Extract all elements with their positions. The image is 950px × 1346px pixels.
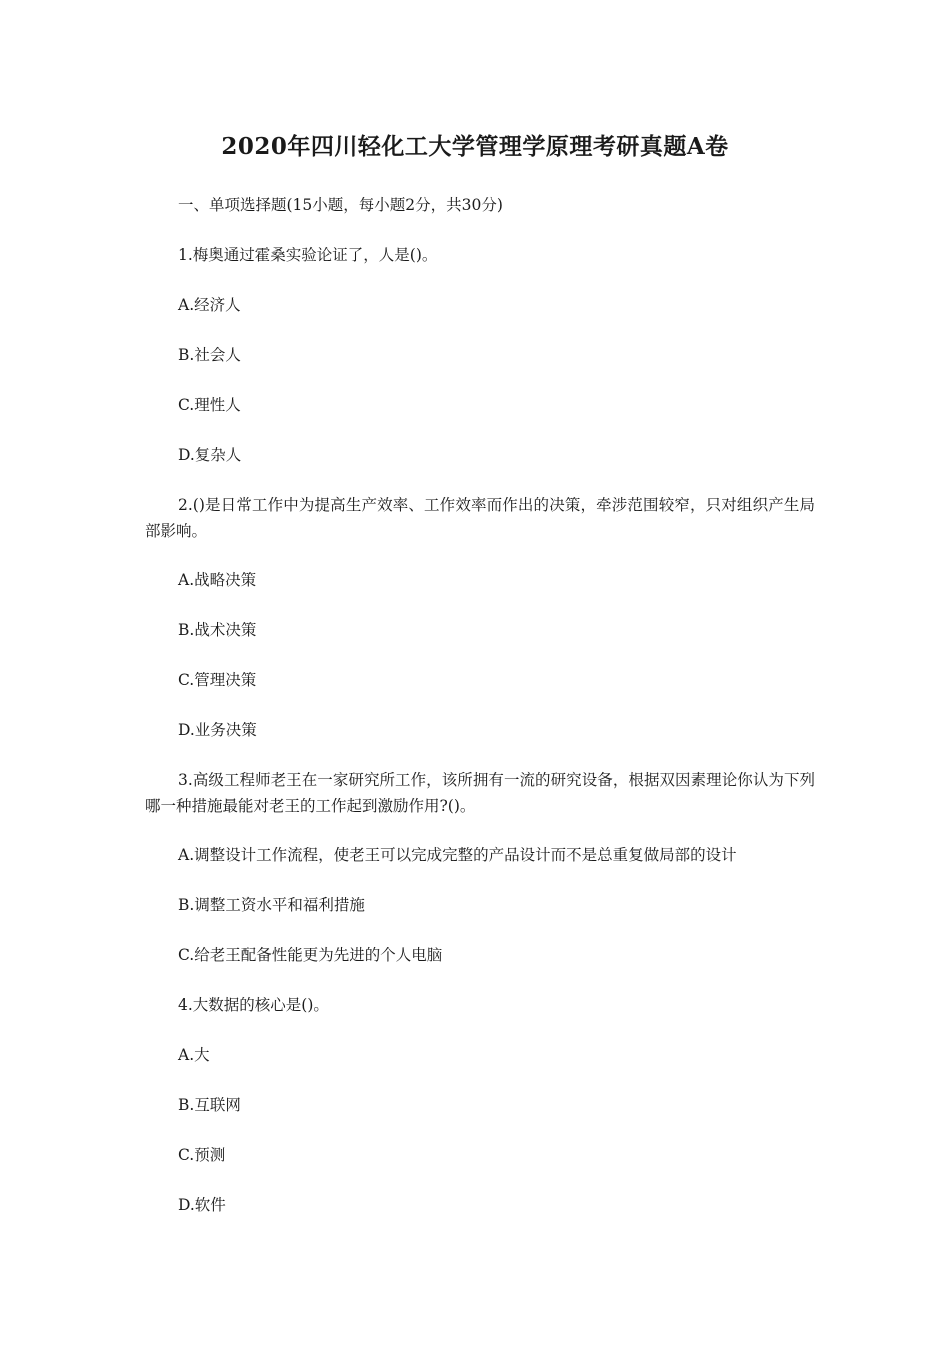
question-1-option-b: B.社会人 bbox=[178, 346, 241, 364]
question-4-option-a: A.大 bbox=[178, 1046, 210, 1064]
question-1-option-a: A.经济人 bbox=[178, 296, 241, 314]
question-3-option-c: C.给老王配备性能更为先进的个人电脑 bbox=[178, 946, 443, 964]
question-1-option-d: D.复杂人 bbox=[178, 446, 242, 464]
question-2-stem: 2.()是日常工作中为提高生产效率、工作效率而作出的决策，牵涉范围较窄，只对组织产生局部影响。 bbox=[145, 496, 815, 540]
question-2-option-a: A.战略决策 bbox=[178, 571, 257, 589]
question-1-option-c: C.理性人 bbox=[178, 396, 241, 414]
question-3-option-a: A.调整设计工作流程，使老王可以完成完整的产品设计而不是总重复做局部的设计 bbox=[178, 846, 737, 864]
question-3-stem: 3.高级工程师老王在一家研究所工作，该所拥有一流的研究设备，根据双因素理论你认为下列哪一种措施最能对老王的工作起到激励作用?()。 bbox=[145, 771, 815, 815]
question-1-stem: 1.梅奥通过霍桑实验论证了，人是()。 bbox=[178, 246, 438, 264]
question-4-option-c: C.预测 bbox=[178, 1146, 226, 1164]
question-4-option-d: D.软件 bbox=[178, 1196, 226, 1214]
question-2-option-b: B.战术决策 bbox=[178, 621, 257, 639]
question-2-option-c: C.管理决策 bbox=[178, 671, 257, 689]
question-4-stem: 4.大数据的核心是()。 bbox=[178, 996, 329, 1014]
section-heading: 一、单项选择题(15小题，每小题2分，共30分) bbox=[178, 196, 503, 214]
question-3-option-b: B.调整工资水平和福利措施 bbox=[178, 896, 365, 914]
question-4-option-b: B.互联网 bbox=[178, 1096, 241, 1114]
document-title: 2020年四川轻化工大学管理学原理考研真题A卷 bbox=[221, 133, 729, 160]
question-2-option-d: D.业务决策 bbox=[178, 721, 257, 739]
